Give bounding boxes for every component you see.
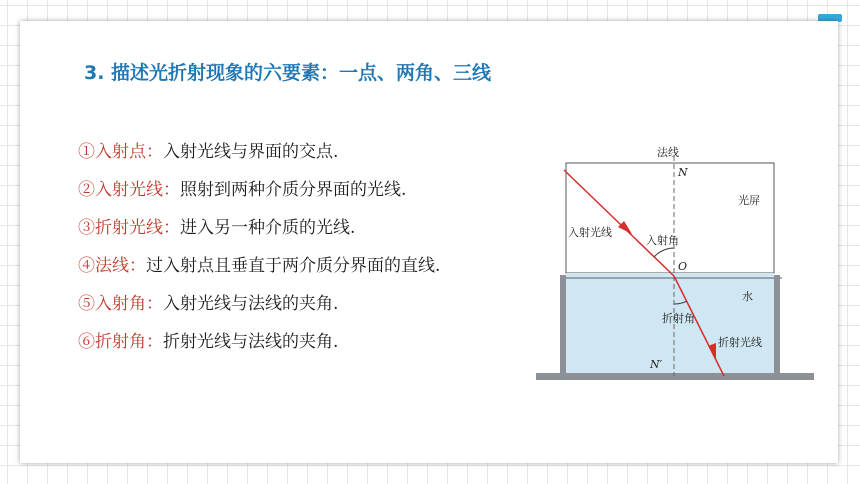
refraction-diagram-svg — [514, 118, 814, 380]
label-refraction-angle: 折射角 — [662, 312, 695, 325]
tank-left-wall — [560, 275, 566, 375]
label-point-o: O — [678, 260, 688, 273]
item-definition: 进入另一种介质的光线. — [180, 218, 356, 238]
refraction-diagram — [514, 118, 814, 380]
label-screen: 光屏 — [738, 194, 760, 207]
list-item-incident-ray — [78, 171, 440, 209]
label-water: 水 — [742, 290, 753, 303]
label-point-n: N — [678, 166, 688, 179]
item-term: ⑤入射角： — [78, 294, 163, 314]
list-item-incident-angle — [78, 285, 440, 323]
section-heading: 3. 描述光折射现象的六要素：一点、两角、三线 — [84, 62, 492, 84]
item-term: ④法线： — [78, 256, 146, 276]
item-definition: 照射到两种介质分界面的光线. — [180, 180, 407, 200]
item-term: ①入射点： — [78, 142, 163, 162]
list-item-normal — [78, 247, 440, 285]
item-term: ③折射光线： — [78, 218, 180, 238]
item-definition: 入射光线与界面的交点. — [163, 142, 339, 162]
list-item-refracted-ray — [78, 209, 440, 247]
light-screen-box — [566, 163, 774, 273]
label-incident-ray: 入射光线 — [568, 226, 612, 239]
item-definition: 过入射点且垂直于两介质分界面的直线. — [146, 256, 441, 276]
tank-base — [536, 373, 814, 380]
item-term: ⑥折射角： — [78, 332, 163, 352]
list-item-incident-point — [78, 133, 440, 171]
label-normal-line: 法线 — [657, 146, 679, 159]
item-term: ②入射光线： — [78, 180, 180, 200]
tank-right-wall — [774, 275, 780, 375]
label-point-n-prime: N′ — [650, 358, 663, 371]
item-definition: 入射光线与法线的夹角. — [163, 294, 339, 314]
item-definition: 折射光线与法线的夹角. — [163, 332, 339, 352]
label-refracted-ray: 折射光线 — [718, 336, 762, 349]
element-list — [78, 133, 440, 361]
label-incident-angle: 入射角 — [646, 234, 679, 247]
list-item-refraction-angle — [78, 323, 440, 361]
